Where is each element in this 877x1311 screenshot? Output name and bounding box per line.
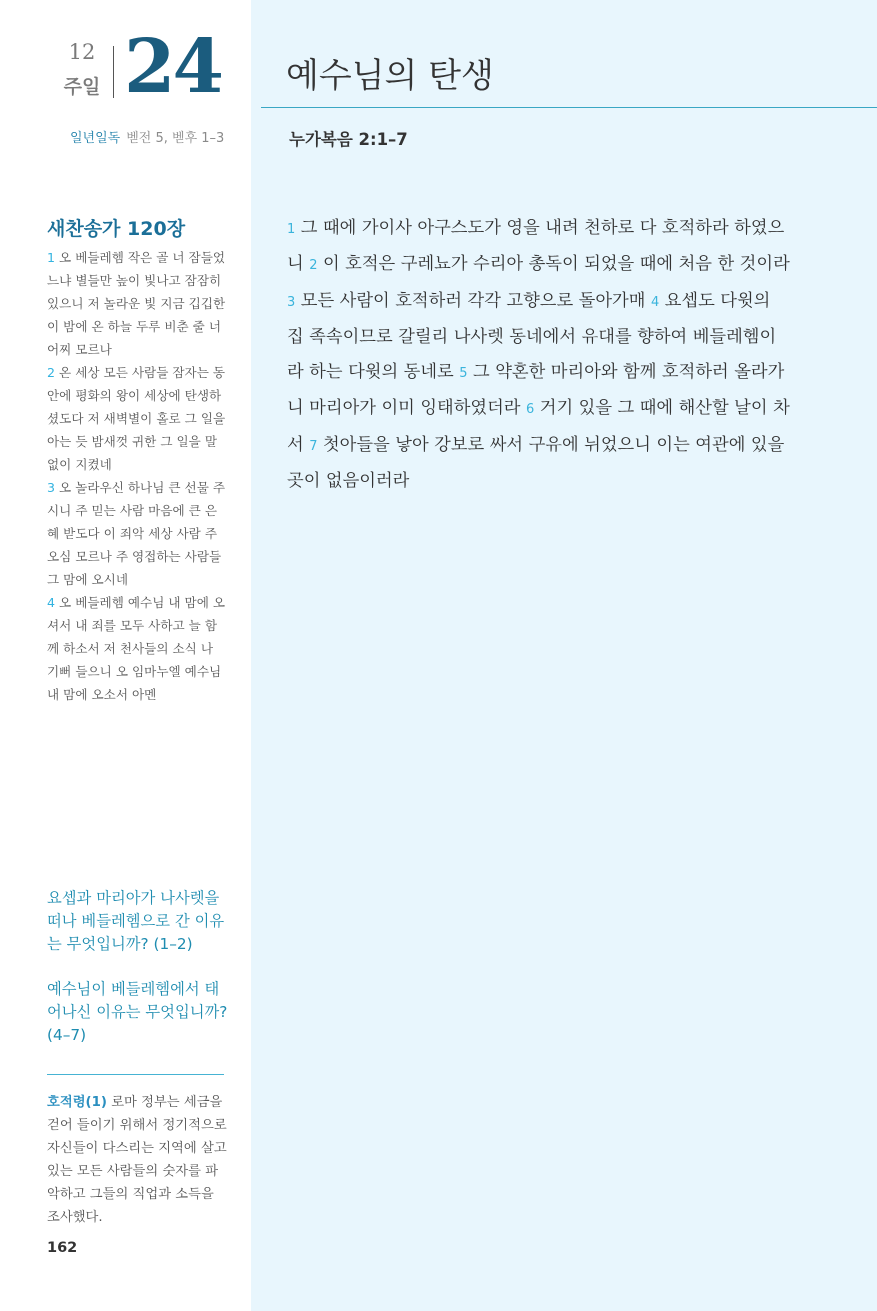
study-questions xyxy=(47,887,229,1069)
questions-divider xyxy=(47,1074,224,1075)
hymn-verse xyxy=(47,246,229,361)
hymn-verse xyxy=(47,591,229,706)
month-number: 12 xyxy=(68,40,96,64)
hymn-verse xyxy=(47,361,229,476)
hymn-verse-number: 2 xyxy=(47,365,56,380)
reading-plan-label: 일년일독 xyxy=(70,131,121,146)
hymn-verse xyxy=(47,476,229,591)
glossary-text: 로마 정부는 세금을 걷어 들이기 위해서 정기적으로 자신들이 다스리는 지역에 살고 있는 모든 사람들의 숫자를 파악하고 그들의 직업과 소득을 조사했다. xyxy=(47,1095,227,1225)
week-label: 주일 xyxy=(63,76,101,98)
hymn-lyrics xyxy=(47,246,229,706)
hymn-verse-number: 1 xyxy=(47,250,56,265)
question-1: 요셉과 마리아가 나사렛을 떠나 베들레헴으로 간 이유는 무엇입니까? (1–2) xyxy=(47,889,225,953)
verse-number: 4 xyxy=(650,294,660,310)
hymn-verse-text: 오 베들레헴 예수님 내 맘에 오셔서 내 죄를 모두 사하고 늘 함께 하소서 저 천사들의 소식 나 기뻐 들으니 오 임마누엘 예수님 내 맘에 오소서 아멘 xyxy=(47,595,226,702)
reading-plan xyxy=(70,127,224,146)
reading-plan-verses: 벧전 5, 벧후 1–3 xyxy=(126,131,225,146)
hymn-verse-text: 오 베들레헴 작은 골 너 잠들었느냐 별들만 높이 빛나고 잠잠히 있으니 저 놀라운 빛 지금 깁깁한 이 밤에 온 하늘 두루 비춘 줄 너 어찌 모르나 xyxy=(47,250,226,357)
header-divider xyxy=(113,46,114,98)
verse-text: 이 호적은 구레뇨가 수리아 총독이 되었을 때에 처음 한 것이라 xyxy=(322,254,790,275)
verse-text: 그 약혼한 마리아와 함께 호적하러 올라가니 마리아가 이미 잉태하였더라 xyxy=(287,362,785,419)
scripture-text xyxy=(287,211,792,499)
verse-number: 6 xyxy=(526,402,535,418)
hymn-verse-number: 4 xyxy=(47,595,56,610)
hymn-title: 새찬송가 120장 xyxy=(47,218,186,240)
hymn-verse-number: 3 xyxy=(47,480,56,495)
scripture-reference: 누가복음 2:1–7 xyxy=(289,130,408,149)
hymn-verse-text: 오 놀라우신 하나님 큰 선물 주시니 주 믿는 사람 마음에 큰 은혜 받도다 이 죄악 세상 사람 주 오심 모르나 주 영접하는 사람들 그 맘에 오시네 xyxy=(47,480,226,587)
main-panel xyxy=(251,0,877,1311)
hymn-verse-text: 온 세상 모든 사람들 잠자는 동안에 평화의 왕이 세상에 탄생하셨도다 저 새벽별이 홀로 그 일을 아는 듯 밤새껏 귀한 그 일을 말없이 지켰네 xyxy=(47,365,226,472)
sidebar xyxy=(0,0,251,1311)
verse-number: 3 xyxy=(287,294,296,310)
title-underline xyxy=(261,107,877,108)
verse-text: 모든 사람이 호적하러 각각 고향으로 돌아가매 xyxy=(300,290,646,311)
glossary-term: 호적령(1) xyxy=(47,1095,107,1110)
glossary-note xyxy=(47,1091,229,1229)
verse-number: 5 xyxy=(459,366,468,382)
verse-number: 2 xyxy=(309,258,318,274)
page-title: 예수님의 탄생 xyxy=(286,56,494,96)
verse-text: 거기 있을 그 때에 해산할 날이 차서 xyxy=(287,398,790,455)
verse-text: 그 때에 가이사 아구스도가 영을 내려 천하로 다 호적하라 하였으니 xyxy=(287,218,785,275)
verse-text: 첫아들을 낳아 강보로 싸서 구유에 뉘었으니 이는 여관에 있을 곳이 없음이러라 xyxy=(287,434,785,492)
week-number: 24 xyxy=(124,24,221,110)
verse-number: 7 xyxy=(309,438,318,454)
verse-number: 1 xyxy=(287,222,296,237)
page-number: 162 xyxy=(47,1240,78,1256)
verse-text: 요셉도 다윗의 집 족속이므로 갈릴리 나사렛 동네에서 유대를 향하여 베들레헴이라 하는 다윗의 동네로 xyxy=(287,290,777,383)
question-2: 예수님이 베들레헴에서 태어나신 이유는 무엇입니까? (4–7) xyxy=(47,980,228,1044)
